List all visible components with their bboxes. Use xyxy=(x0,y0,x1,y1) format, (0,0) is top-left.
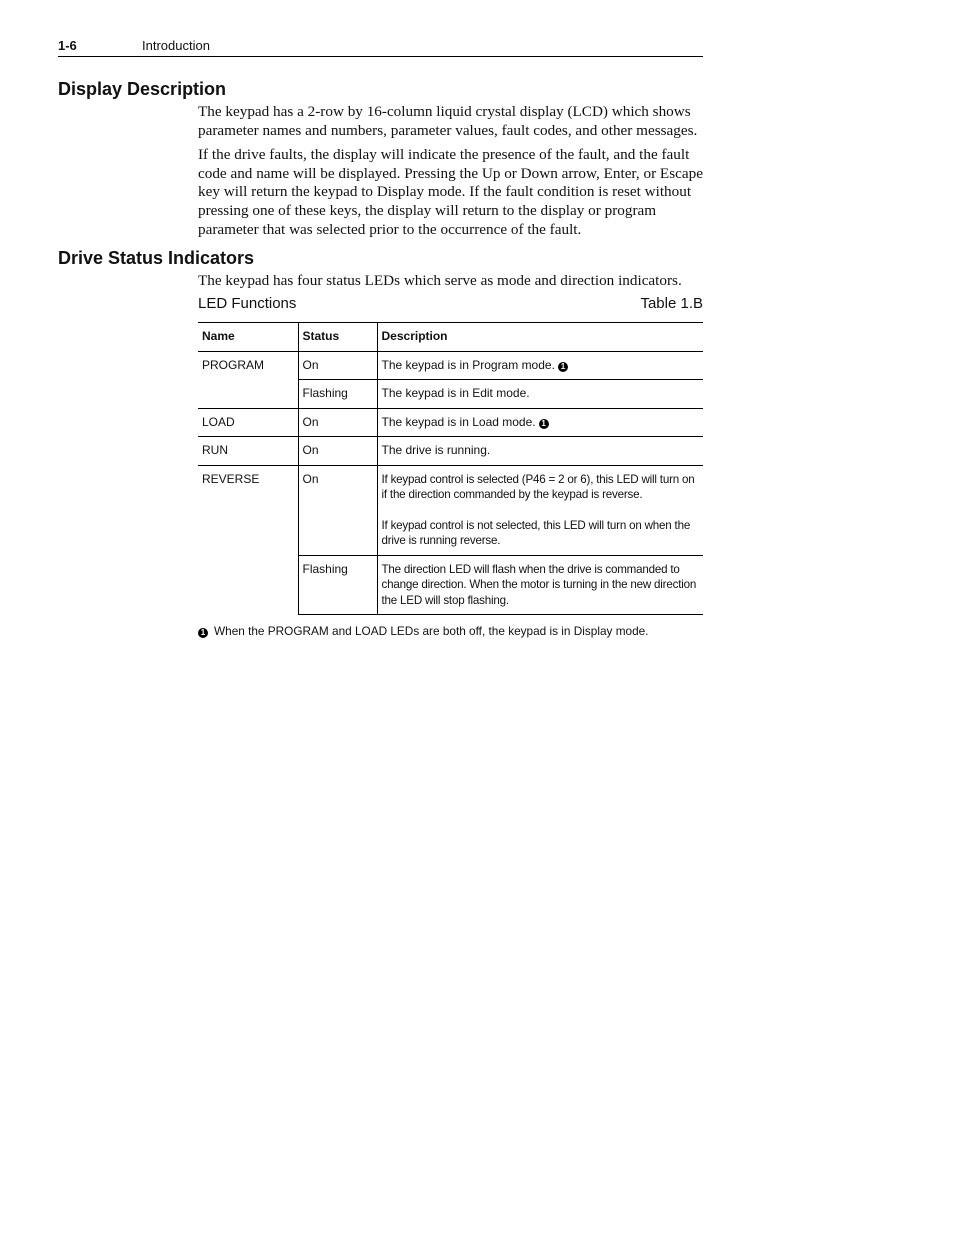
footnote-marker-icon: 1 xyxy=(558,362,568,372)
led-status-cell: Flashing xyxy=(298,555,377,615)
footnote-marker-icon: 1 xyxy=(198,628,208,638)
led-status-cell: On xyxy=(298,351,377,380)
table-row xyxy=(198,408,703,437)
led-description-cell: The keypad is in Edit mode. xyxy=(377,380,703,409)
led-status-cell: On xyxy=(298,408,377,437)
led-description-cell xyxy=(377,465,703,555)
table-footnote xyxy=(198,624,703,639)
description-text: The keypad is in Load mode. xyxy=(381,414,536,429)
display-paragraph-1: The keypad has a 2-row by 16-column liquid crystal display (LCD) which shows parameter names and numbers, parameter values, fault codes, and other messages. xyxy=(198,103,698,139)
footnote-text: When the PROGRAM and LOAD LEDs are both off, the keypad is in Display mode. xyxy=(214,624,649,638)
description-text: The keypad is in Program mode. xyxy=(381,357,555,372)
description-text-b: If keypad control is not selected, this LED will turn on when the drive is running reverse. xyxy=(381,518,691,547)
led-status-cell: Flashing xyxy=(298,380,377,409)
section-heading-status: Drive Status Indicators xyxy=(58,248,255,268)
led-name-cell: LOAD xyxy=(198,408,298,437)
column-header-name: Name xyxy=(198,323,298,352)
table-row xyxy=(198,351,703,380)
table-row xyxy=(198,465,703,555)
led-functions-table xyxy=(198,322,703,615)
table-header-row xyxy=(198,323,703,352)
page-number: 1-6 xyxy=(58,38,77,53)
led-status-cell: On xyxy=(298,437,377,466)
table-caption xyxy=(198,295,703,313)
status-paragraph-1: The keypad has four status LEDs which serve as mode and direction indicators. xyxy=(198,272,682,289)
column-header-description: Description xyxy=(377,323,703,352)
led-description-cell xyxy=(377,351,703,380)
table-number: Table 1.B xyxy=(640,295,703,312)
display-paragraph-2: If the drive faults, the display will indicate the presence of the fault, and the fault code and name will be displayed. Pressing the Up or Down arrow, Enter, or Escape key will return the keypad to Display mode. If the fault condition is reset without pressing one of these keys, the display will return to the display or program parameter that was selected prior to the occurrence of the fault. xyxy=(198,146,703,238)
led-name-cell: REVERSE xyxy=(198,465,298,615)
led-description-cell: The drive is running. xyxy=(377,437,703,466)
column-header-status: Status xyxy=(298,323,377,352)
led-name-cell: RUN xyxy=(198,437,298,466)
table-title: LED Functions xyxy=(198,295,297,312)
led-name-cell: PROGRAM xyxy=(198,351,298,408)
description-text-a: If keypad control is selected (P46 = 2 or 6), this LED will turn on if the direction commanded by the keypad is reverse. xyxy=(381,472,695,501)
led-description-cell xyxy=(377,408,703,437)
led-description-cell: The direction LED will flash when the drive is commanded to change direction. When the motor is turning in the new direction the LED will stop flashing. xyxy=(377,555,703,615)
led-status-cell: On xyxy=(298,465,377,555)
running-header xyxy=(58,38,703,57)
chapter-title: Introduction xyxy=(142,38,210,53)
section-heading-display: Display Description xyxy=(58,79,227,99)
table-row xyxy=(198,437,703,466)
footnote-marker-icon: 1 xyxy=(539,419,549,429)
